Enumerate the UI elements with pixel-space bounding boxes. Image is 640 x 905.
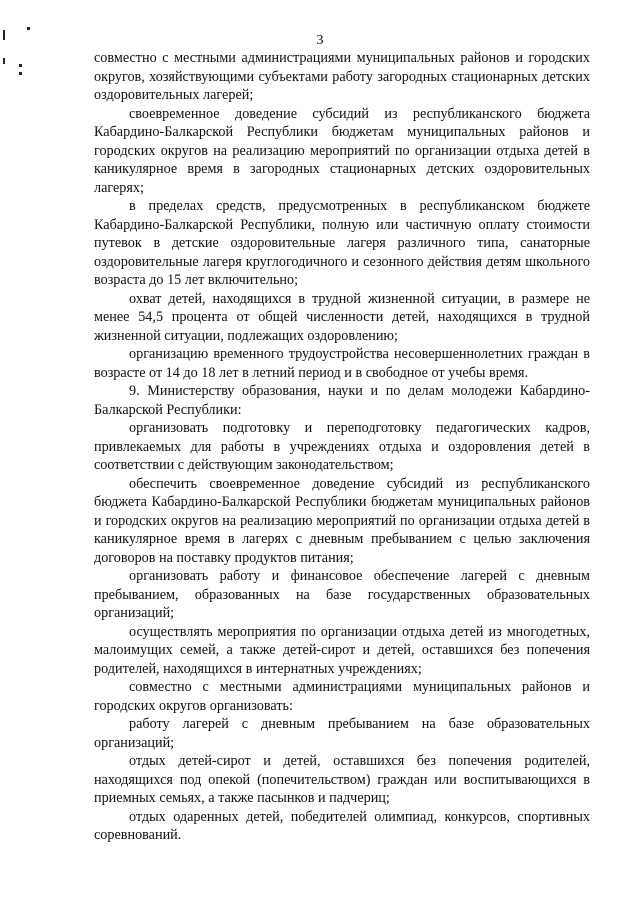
- scan-mark: [19, 64, 22, 67]
- scan-mark: [19, 72, 22, 75]
- paragraph: организацию временного трудоустройства несовершеннолетних граждан в возрасте от 14 до 18 лет в летний период и в свободное от учебы время.: [94, 346, 590, 381]
- paragraph: работу лагерей с дневным пребыванием на базе образовательных организаций;: [94, 716, 590, 751]
- paragraph: отдых детей-сирот и детей, оставшихся без попечения родителей, находящихся под опекой (попечительством) граждан или воспитывающихся в приемных семьях, а также пасынков и падчериц;: [94, 753, 590, 806]
- paragraph: организовать работу и финансовое обеспечение лагерей с дневным пребыванием, образованных на базе государственных образовательных организаций;: [94, 568, 590, 621]
- paragraph: в пределах средств, предусмотренных в республиканском бюджете Кабардино-Балкарской Республики, полную или частичную оплату стоимости путевок в детские оздоровительные лагеря различного типа, санаторные оздоровительные лагеря круглогодичного и сезонного действия детям школьного возраста до 15 лет включительно;: [94, 198, 590, 288]
- paragraph: осуществлять мероприятия по организации отдыха детей из многодетных, малоимущих семей, а также детей-сирот и детей, оставшихся без попечения родителей, находящихся в интернатных учреждениях;: [94, 623, 590, 677]
- scan-mark: [27, 27, 30, 30]
- paragraph: совместно с местными администрациями муниципальных районов и городских округов, хозяйствующими субъектами работу загородных стационарных детских оздоровительных лагерей;: [94, 50, 590, 103]
- paragraph: организовать подготовку и переподготовку педагогических кадров, привлекаемых для работы в учреждениях отдыха и оздоровления детей в соответствии с действующим законодательством;: [94, 420, 590, 473]
- paragraph: совместно с местными администрациями муниципальных районов и городских округов организовать:: [94, 679, 590, 714]
- paragraph: отдых одаренных детей, победителей олимпиад, конкурсов, спортивных соревнований.: [94, 808, 590, 843]
- scan-mark: [3, 58, 5, 64]
- section-heading: 9. Министерству образования, науки и по делам молодежи Кабардино-Балкарской Республики:: [94, 383, 590, 418]
- paragraph: своевременное доведение субсидий из республиканского бюджета Кабардино-Балкарской Республики бюджетам муниципальных районов и городских округов на реализацию мероприятий по организации отдыха детей в каникулярное время в загородных стационарных детских оздоровительных лагерях;: [94, 105, 590, 196]
- page-number: 3: [316, 33, 324, 48]
- paragraph: обеспечить своевременное доведение субсидий из республиканского бюджета Кабардино-Балкарской Республики бюджетам муниципальных районов и городских округов на реализацию мероприятий по организации отдыха детей в каникулярное время в лагерях с дневным пребыванием с целью заключения договоров на поставку продуктов питания;: [94, 475, 590, 566]
- document-body: [94, 49, 590, 845]
- paragraph: охват детей, находящихся в трудной жизненной ситуации, в размере не менее 54,5 процента от общей численности детей, находящихся в трудной жизненной ситуации, подлежащих оздоровлению;: [94, 290, 590, 344]
